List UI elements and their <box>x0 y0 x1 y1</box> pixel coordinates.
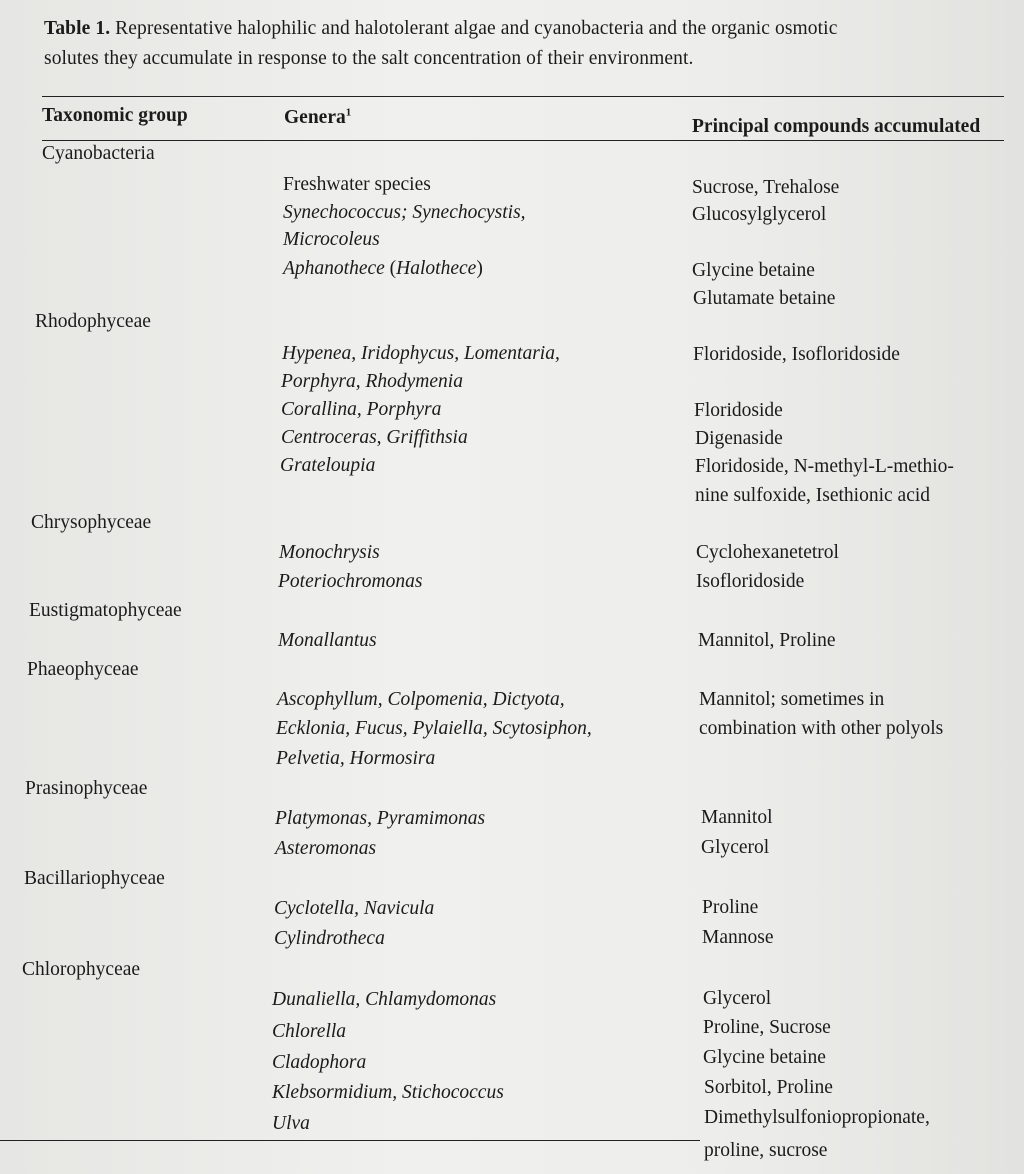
header-principal-compounds: Principal compounds accumulated <box>692 116 981 137</box>
compound-cell: Digenaside <box>695 428 783 449</box>
compound-cell: Glycine betaine <box>703 1047 826 1068</box>
genera-cell: Centroceras, Griffithsia <box>281 427 468 448</box>
genera-cell: Porphyra, Rhodymenia <box>281 371 463 392</box>
compound-cell: Mannitol <box>701 807 773 828</box>
genera-cell: Ascophyllum, Colpomenia, Dictyota, <box>277 689 565 710</box>
genera-cell: Dunaliella, Chlamydomonas <box>272 989 497 1010</box>
header-taxonomic-group: Taxonomic group <box>42 105 188 126</box>
table-caption <box>44 14 1019 74</box>
header-genera <box>284 107 351 129</box>
group-prasinophyceae: Prasinophyceae <box>25 778 148 799</box>
header-genera-label: Genera <box>284 107 346 128</box>
compound-cell: Cyclohexanetetrol <box>696 542 839 563</box>
compound-cell: nine sulfoxide, Isethionic acid <box>695 485 931 506</box>
caption-line-1: Representative halophilic and halotolerant algae and cyanobacteria and the organic osmotic <box>115 18 838 39</box>
genera-cell: Cylindrotheca <box>274 928 385 949</box>
compound-cell: Sorbitol, Proline <box>704 1077 833 1098</box>
compound-cell: Glycerol <box>703 988 772 1009</box>
genera-cell: Chlorella <box>272 1021 347 1042</box>
genera-cell: Grateloupia <box>280 455 376 476</box>
compound-cell: Proline, Sucrose <box>703 1017 831 1038</box>
genera-cell: Corallina, Porphyra <box>281 399 442 420</box>
compound-cell: Glutamate betaine <box>693 288 836 309</box>
genera-cell: Freshwater species <box>283 174 431 195</box>
genera-cell <box>283 255 483 283</box>
genera-cell: Klebsormidium, Stichococcus <box>272 1082 504 1103</box>
compound-cell: Proline <box>702 897 759 918</box>
genera-cell: Pelvetia, Hormosira <box>276 748 436 769</box>
compound-cell: Floridoside, Isofloridoside <box>693 344 900 365</box>
compound-cell: Sucrose, Trehalose <box>692 177 840 198</box>
genera-cell: Cyclotella, Navicula <box>274 898 435 919</box>
genera-cell: Platymonas, Pyramimonas <box>275 808 486 829</box>
compound-cell: Glycine betaine <box>692 260 815 281</box>
group-cyanobacteria: Cyanobacteria <box>42 143 155 164</box>
group-eustigmatophyceae: Eustigmatophyceae <box>29 600 182 621</box>
genus-synonym: (Halothece) <box>389 258 483 279</box>
compound-cell: Glucosylglycerol <box>692 204 827 225</box>
genus-synonym-name: Halothece <box>396 258 477 279</box>
group-chlorophyceae: Chlorophyceae <box>22 959 141 980</box>
genera-cell: Monochrysis <box>279 542 380 563</box>
genera-cell: Cladophora <box>272 1052 367 1073</box>
group-chrysophyceae: Chrysophyceae <box>31 512 152 533</box>
group-rhodophyceae: Rhodophyceae <box>35 311 151 332</box>
genera-cell: Hypenea, Iridophycus, Lomentaria, <box>282 343 560 364</box>
compound-cell: combination with other polyols <box>699 718 944 739</box>
compound-cell: Mannitol, Proline <box>698 630 836 651</box>
compound-cell: Floridoside, N-methyl-L-methio- <box>695 456 954 477</box>
genera-cell: Ulva <box>272 1113 310 1134</box>
genera-cell: Microcoleus <box>283 229 380 250</box>
group-bacillariophyceae: Bacillariophyceae <box>24 868 165 889</box>
compound-cell: Mannitol; sometimes in <box>699 689 885 710</box>
compound-cell: Dimethylsulfoniopropionate, <box>704 1107 930 1128</box>
compound-cell: Isofloridoside <box>696 571 805 592</box>
compound-cell: Mannose <box>702 927 774 948</box>
table-label: Table 1. <box>44 18 111 39</box>
compound-cell: Floridoside <box>694 400 783 421</box>
header-bottom-rule <box>42 140 1004 141</box>
genera-cell: Asteromonas <box>275 838 377 859</box>
compound-cell: proline, sucrose <box>704 1140 828 1161</box>
genera-cell: Monallantus <box>278 630 377 651</box>
group-phaeophyceae: Phaeophyceae <box>27 659 139 680</box>
compound-cell: Glycerol <box>701 837 770 858</box>
table-bottom-rule <box>0 1140 700 1141</box>
genera-footnote-marker: 1 <box>345 106 352 119</box>
genera-cell: Poteriochromonas <box>278 571 423 592</box>
genus-name: Aphanothece <box>283 258 385 279</box>
genera-cell: Ecklonia, Fucus, Pylaiella, Scytosiphon, <box>276 718 592 739</box>
table-top-rule <box>42 96 1004 97</box>
genera-cell: Synechococcus; Synechocystis, <box>283 202 526 223</box>
caption-line-2: solutes they accumulate in response to the salt concentration of their environment. <box>44 48 694 69</box>
